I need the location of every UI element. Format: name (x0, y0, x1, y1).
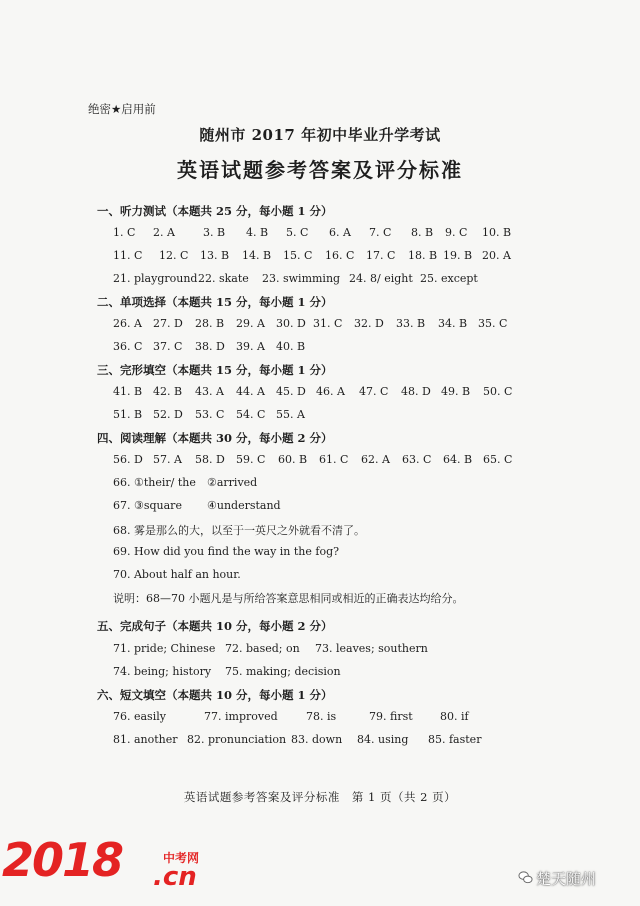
exam-title: 随州市 2017 年初中毕业升学考试 (199, 126, 441, 144)
answer-row (0, 317, 640, 331)
answer-item: 43. A (195, 385, 224, 398)
answer-item: 67. ③square (113, 499, 182, 512)
answer-row (0, 226, 640, 240)
answer-row (0, 499, 640, 513)
answer-item: 19. B (443, 249, 473, 262)
answer-item: ④understand (207, 499, 281, 512)
answer-item: 14. B (242, 249, 272, 262)
answer-item: 74. being; history (113, 665, 212, 678)
answer-item: 17. C (366, 249, 396, 262)
answer-item: 81. another (113, 733, 178, 746)
answer-item: 12. C (159, 249, 189, 262)
answer-item: 36. C (113, 340, 143, 353)
answer-item: 68. 雾是那么的大，以至于一英尺之外就看不清了。 (113, 524, 365, 537)
account-watermark: 楚天随州 (536, 870, 597, 888)
answer-item: 35. C (478, 317, 508, 330)
answer-item: 59. C (236, 453, 266, 466)
answer-item: 46. A (316, 385, 345, 398)
brand-logo-site: 中考网 (163, 851, 200, 865)
answer-item: 18. B (408, 249, 438, 262)
answer-item: 53. C (195, 408, 225, 421)
answer-item: 41. B (113, 385, 143, 398)
answer-item: 79. first (369, 710, 413, 723)
answer-item: 7. C (369, 226, 392, 239)
page-footer: 英语试题参考答案及评分标准 第 1 页（共 2 页） (183, 790, 457, 804)
answer-item: 77. improved (204, 710, 278, 723)
answer-item: 57. A (153, 453, 182, 466)
answer-item: 58. D (195, 453, 225, 466)
answer-row (0, 476, 640, 490)
answer-item: 11. C (113, 249, 143, 262)
answer-item: 22. skate (198, 272, 249, 285)
answer-row (0, 522, 640, 536)
section-heading: 二、单项选择（本题共 15 分，每小题 1 分） (97, 295, 333, 309)
answer-item: 70. About half an hour. (113, 568, 241, 581)
answer-item: 52. D (153, 408, 183, 421)
answer-item: 20. A (482, 249, 511, 262)
answer-item: 33. B (396, 317, 426, 330)
chat-bubble-icon (518, 870, 533, 885)
answer-item: 23. swimming (262, 272, 341, 285)
section-heading: 一、听力测试（本题共 25 分，每小题 1 分） (97, 204, 333, 218)
answer-item: 13. B (200, 249, 230, 262)
answer-item: 72. based; on (225, 642, 300, 655)
answer-row (0, 453, 640, 467)
answer-item: 73. leaves; southern (315, 642, 428, 655)
answer-row (0, 408, 640, 422)
answer-item: 45. D (276, 385, 306, 398)
answer-item: 38. D (195, 340, 225, 353)
answer-item: 25. except (420, 272, 478, 285)
answer-item: 47. C (359, 385, 389, 398)
brand-logo-domain: .cn (153, 862, 197, 892)
answer-item: 61. C (319, 453, 349, 466)
answer-item: 34. B (438, 317, 468, 330)
answer-item: 48. D (401, 385, 431, 398)
answer-row (0, 665, 640, 679)
answer-row (0, 249, 640, 263)
answer-item: 8. B (411, 226, 434, 239)
answer-item: 37. C (153, 340, 183, 353)
answer-item: 80. if (440, 710, 469, 723)
answer-item: 15. C (283, 249, 313, 262)
answer-item: 84. using (357, 733, 409, 746)
answer-item: 64. B (443, 453, 473, 466)
answer-item: 50. C (483, 385, 513, 398)
answer-item: 29. A (236, 317, 265, 330)
answer-item: 9. C (445, 226, 468, 239)
section-heading: 六、短文填空（本题共 10 分，每小题 1 分） (97, 688, 333, 702)
answer-item: 85. faster (428, 733, 482, 746)
answer-row (0, 340, 640, 354)
answer-item: 30. D (276, 317, 306, 330)
answer-item: 27. D (153, 317, 183, 330)
answer-item: 42. B (153, 385, 183, 398)
answer-item: 82. pronunciation (187, 733, 287, 746)
answer-item: 24. 8/ eight (349, 272, 413, 285)
answer-item: 78. is (306, 710, 337, 723)
answer-row (0, 568, 640, 582)
answer-item: 6. A (329, 226, 351, 239)
answer-item: 71. pride; Chinese (113, 642, 216, 655)
section-heading: 三、完形填空（本题共 15 分，每小题 1 分） (97, 363, 333, 377)
answer-item: 21. playground (113, 272, 198, 285)
answer-item: 5. C (286, 226, 309, 239)
answer-item: 54. C (236, 408, 266, 421)
answer-item: 1. C (113, 226, 136, 239)
answer-row (0, 272, 640, 286)
answer-row (0, 545, 640, 559)
document-title: 英语试题参考答案及评分标准 (177, 158, 463, 182)
answer-item: 60. B (278, 453, 308, 466)
answer-item: 3. B (203, 226, 226, 239)
answer-item: 66. ①their/ the (113, 476, 196, 489)
answer-item: 16. C (325, 249, 355, 262)
answer-item: 4. B (246, 226, 269, 239)
answer-item: 83. down (291, 733, 343, 746)
answer-item: ②arrived (207, 476, 258, 489)
answer-item: 32. D (354, 317, 384, 330)
answer-item: 40. B (276, 340, 306, 353)
brand-logo-number: 2018 (2, 833, 123, 887)
answer-item: 10. B (482, 226, 512, 239)
answer-row (0, 385, 640, 399)
section-heading: 五、完成句子（本题共 10 分，每小题 2 分） (97, 619, 333, 633)
answer-item: 31. C (313, 317, 343, 330)
answer-item: 62. A (361, 453, 390, 466)
answer-item: 44. A (236, 385, 265, 398)
answer-item: 55. A (276, 408, 305, 421)
answer-row (0, 733, 640, 747)
answer-row (0, 642, 640, 656)
answer-row (0, 710, 640, 724)
answer-item: 69. How did you find the way in the fog? (113, 545, 340, 558)
confidential-label: 绝密★启用前 (88, 102, 156, 116)
answer-item: 39. A (236, 340, 265, 353)
answer-item: 2. A (153, 226, 175, 239)
answer-item: 49. B (441, 385, 471, 398)
answer-item: 75. making; decision (225, 665, 341, 678)
answer-item: 76. easily (113, 710, 166, 723)
answer-item: 28. B (195, 317, 225, 330)
scoring-note: 说明：68—70 小题凡是与所给答案意思相同或相近的正确表达均给分。 (113, 592, 464, 605)
answer-item: 63. C (402, 453, 432, 466)
answer-item: 56. D (113, 453, 143, 466)
answer-item: 51. B (113, 408, 143, 421)
answer-item: 26. A (113, 317, 142, 330)
answer-item: 65. C (483, 453, 513, 466)
section-heading: 四、阅读理解（本题共 30 分，每小题 2 分） (97, 431, 333, 445)
